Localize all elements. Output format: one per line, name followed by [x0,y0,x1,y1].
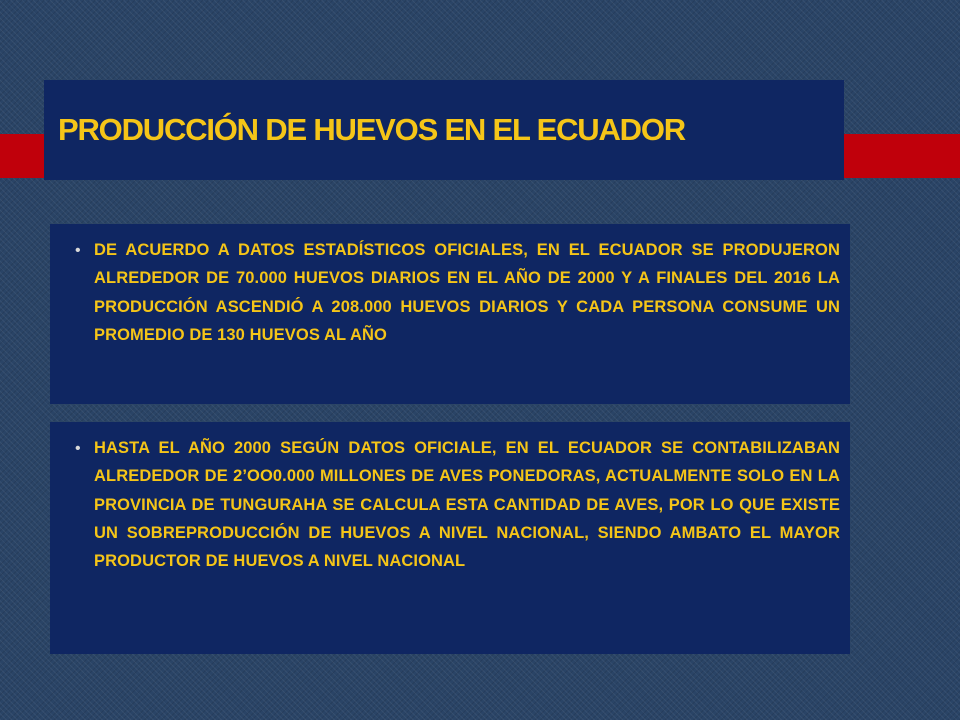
red-accent-bar-right [844,134,960,178]
slide-title: PRODUCCIÓN DE HUEVOS EN EL ECUADOR [58,112,685,147]
bullet-text: DE ACUERDO A DATOS ESTADÍSTICOS OFICIALES, EN EL ECUADOR SE PRODUJERON ALREDEDOR DE 70.000 HUEVOS DIARIOS EN EL AÑO DE 2000 Y A FINALES DEL 2016 LA PRODUCCIÓN ASCENDIÓ A 208.000 HUEVOS DIARIOS Y CADA PERSONA CONSUME UN PROMEDIO DE 130 HUEVOS AL AÑO [94,241,840,344]
bullet-panel-1 [50,224,850,404]
title-box [44,80,844,180]
bullet-dot-icon: • [75,242,81,259]
red-accent-bar-left [0,134,44,178]
bullet-item [50,434,840,575]
bullet-item [50,236,840,349]
bullet-text: HASTA EL AÑO 2000 SEGÚN DATOS OFICIALE, EN EL ECUADOR SE CONTABILIZABAN ALREDEDOR DE 2’OO0.000 MILLONES DE AVES PONEDORAS, ACTUALMENTE SOLO EN LA PROVINCIA DE TUNGURAHA SE CALCULA ESTA CANTIDAD DE AVES, POR LO QUE EXISTE UN SOBREPRODUCCIÓN DE HUEVOS A NIVEL NACIONAL, SIENDO AMBATO EL MAYOR PRODUCTOR DE HUEVOS A NIVEL NACIONAL [94,439,840,571]
bullet-panel-2 [50,422,850,654]
bullet-dot-icon: • [75,440,81,457]
